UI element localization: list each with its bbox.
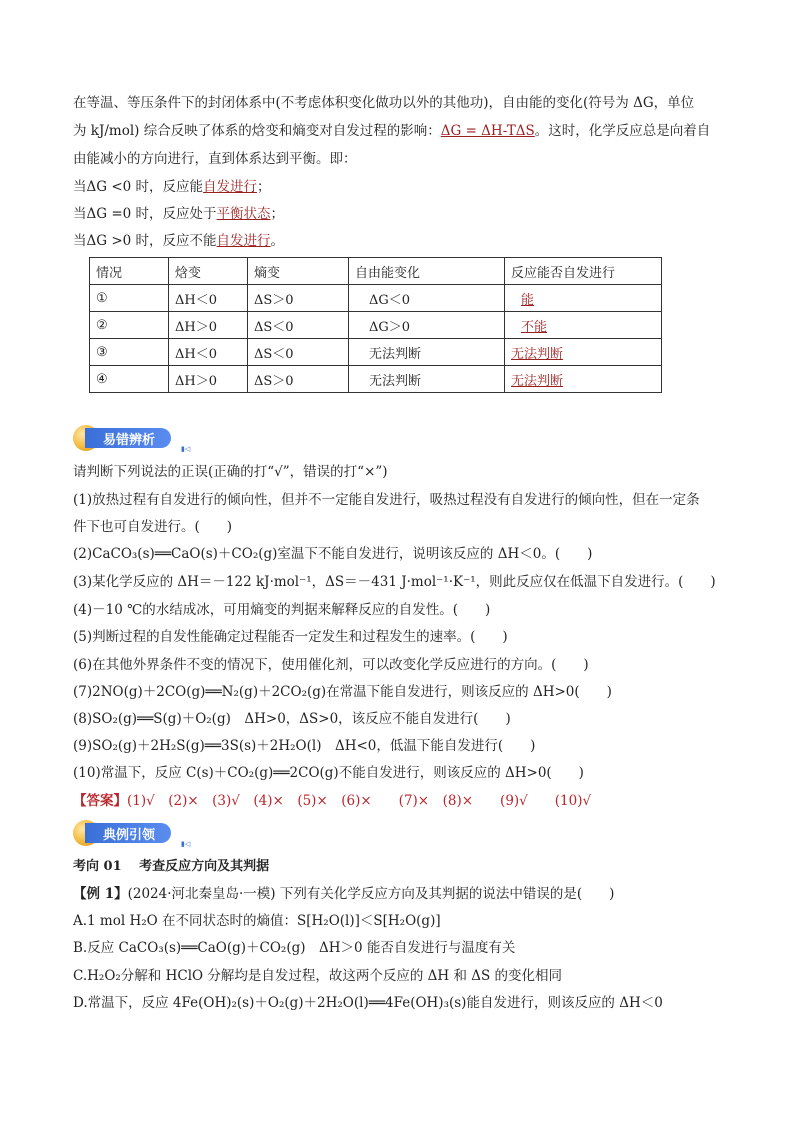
condition-3 — [73, 231, 284, 251]
section-badge-typical-examples — [73, 818, 191, 848]
table-cell: 无法判断 — [349, 339, 505, 366]
table-cell-answer — [505, 366, 662, 393]
section-badge-common-mistakes — [73, 423, 191, 453]
condition-text: 。 — [270, 233, 285, 249]
table-row — [90, 366, 662, 393]
table-cell: ΔS＜0 — [248, 339, 349, 366]
table-cell: ② — [90, 312, 169, 339]
table-cell: ΔH＜0 — [169, 285, 248, 312]
intro-line-2 — [73, 121, 710, 141]
example-label: 【例 1】 — [73, 886, 128, 902]
table-cell-answer — [505, 339, 662, 366]
table-header: 自由能变化 — [349, 258, 505, 285]
answer-values: (1)√ (2)× (3)√ (4)× (5)× (6)× (7)× (8)× (9)√ (10)√ — [127, 793, 592, 809]
table-cell: ΔS＞0 — [248, 366, 349, 393]
judgement-item: (7)2NO(g)＋2CO(g)══N₂(g)＋2CO₂(g)在常温下能自发进行，则该反应的 ΔH>0( ) — [73, 684, 612, 700]
table-row — [90, 312, 662, 339]
badge-label: 易错辨析 — [85, 428, 171, 448]
condition-text: 当ΔG =0 时，反应处于 — [73, 206, 217, 222]
topic-heading: 考向 01 考查反应方向及其判据 — [73, 859, 270, 874]
condition-text: 当ΔG >0 时，反应不能 — [73, 233, 217, 249]
table-header: 情况 — [90, 258, 169, 285]
answer-label: 【答案】 — [73, 793, 127, 809]
table-header: 焓变 — [169, 258, 248, 285]
judgement-item: 件下也可自发进行。( ) — [73, 519, 233, 535]
answer-text: 不能 — [521, 319, 548, 335]
judgement-item: (3)某化学反应的 ΔH＝－122 kJ·mol⁻¹，ΔS＝－431 J·mol⁻¹·K⁻¹，则此反应仅在低温下自发进行。( ) — [73, 574, 716, 590]
example-text: (2024·河北秦皇岛·一模) 下列有关化学反应方向及其判据的说法中错误的是( ) — [127, 886, 615, 902]
intro-line-1: 在等温、等压条件下的封闭体系中(不考虑体积变化做功以外的其他功)，自由能的变化(符号为 ΔG，单位 — [73, 95, 695, 111]
option-c: C.H₂O₂分解和 HClO 分解均是自发过程，故这两个反应的 ΔH 和 ΔS 的变化相同 — [73, 968, 563, 984]
answer-line — [73, 791, 591, 811]
condition-key: 自发进行 — [216, 233, 271, 249]
judgement-item: (6)在其他外界条件不变的情况下，使用催化剂，可以改变化学反应进行的方向。( ) — [73, 657, 589, 673]
judgement-item: (2)CaCO₃(s)══CaO(s)＋CO₂(g)室温下不能自发进行，说明该反应的 ΔH＜0。( ) — [73, 546, 593, 562]
table-cell: ΔG＞0 — [349, 312, 505, 339]
option-a: A.1 mol H₂O 在不同状态时的熵值：S[H₂O(l)]＜S[H₂O(g)] — [73, 913, 441, 929]
option-b: B.反应 CaCO₃(s)══CaO(g)＋CO₂(g) ΔH＞0 能否自发进行与温度有关 — [73, 940, 516, 956]
judgement-item: (8)SO₂(g)══S(g)＋O₂(g) ΔH>0，ΔS>0，该反应不能自发进行( ) — [73, 711, 511, 727]
table-cell: ΔS＜0 — [248, 312, 349, 339]
answer-text: 能 — [521, 292, 535, 308]
intro-line-3: 由能减小的方向进行，直到体系达到平衡。即： — [73, 151, 357, 167]
judgement-item: (10)常温下，反应 C(s)＋CO₂(g)══2CO(g)不能自发进行，则该反应的 ΔH>0( ) — [73, 765, 584, 781]
judgement-item: (5)判断过程的自发性能确定过程能否一定发生和过程发生的速率。( ) — [73, 629, 508, 645]
judgement-item: (4)－10 ℃的水结成冰，可用熵变的判据来解释反应的自发性。( ) — [73, 602, 491, 618]
intro-text: 。这时，化学反应总是向着自 — [534, 123, 711, 139]
table-cell-answer — [505, 285, 662, 312]
table-header: 反应能否自发进行 — [505, 258, 662, 285]
spontaneity-table — [89, 257, 662, 393]
table-cell: ΔS＞0 — [248, 285, 349, 312]
gibbs-formula: ΔG = ΔH-TΔS — [440, 123, 535, 139]
condition-key: 平衡状态 — [216, 206, 271, 222]
table-header-row — [90, 258, 662, 285]
table-cell: ΔH＞0 — [169, 366, 248, 393]
table-cell: ① — [90, 285, 169, 312]
judgement-item: (1)放热过程有自发进行的倾向性，但并不一定能自发进行，吸热过程没有自发进行的倾向性，但在一定条 — [73, 492, 700, 508]
table-cell-answer — [505, 312, 662, 339]
example-question — [73, 884, 614, 904]
answer-text: 无法判断 — [511, 373, 564, 389]
condition-text: ； — [257, 179, 271, 195]
badge-label: 典例引领 — [85, 823, 171, 843]
table-cell: ④ — [90, 366, 169, 393]
table-row — [90, 339, 662, 366]
option-d: D.常温下，反应 4Fe(OH)₂(s)＋O₂(g)＋2H₂O(l)══4Fe(OH)₃(s)能自发进行，则该反应的 ΔH＜0 — [73, 995, 663, 1011]
condition-key: 自发进行 — [203, 179, 258, 195]
table-cell: 无法判断 — [349, 366, 505, 393]
table-cell: ΔG＜0 — [349, 285, 505, 312]
condition-2 — [73, 204, 284, 224]
badge-tail-icon: ▮◁ — [181, 445, 191, 453]
table-cell: ΔH＜0 — [169, 339, 248, 366]
judgement-item: (9)SO₂(g)＋2H₂S(g)══3S(s)＋2H₂O(l) ΔH<0，低温下能自发进行( ) — [73, 738, 536, 754]
table-header: 熵变 — [248, 258, 349, 285]
condition-text: 当ΔG <0 时，反应能 — [73, 179, 204, 195]
table-cell: ③ — [90, 339, 169, 366]
condition-text: ； — [270, 206, 285, 222]
answer-text: 无法判断 — [511, 346, 564, 362]
intro-text: 为 kJ/mol) 综合反映了体系的焓变和熵变对自发过程的影响： — [73, 123, 441, 139]
table-cell: ΔH＞0 — [169, 312, 248, 339]
table-row — [90, 285, 662, 312]
badge-tail-icon: ▮◁ — [181, 840, 191, 848]
condition-1 — [73, 177, 271, 197]
judgement-prompt: 请判断下列说法的正误(正确的打“√”，错误的打“×”) — [73, 464, 388, 480]
